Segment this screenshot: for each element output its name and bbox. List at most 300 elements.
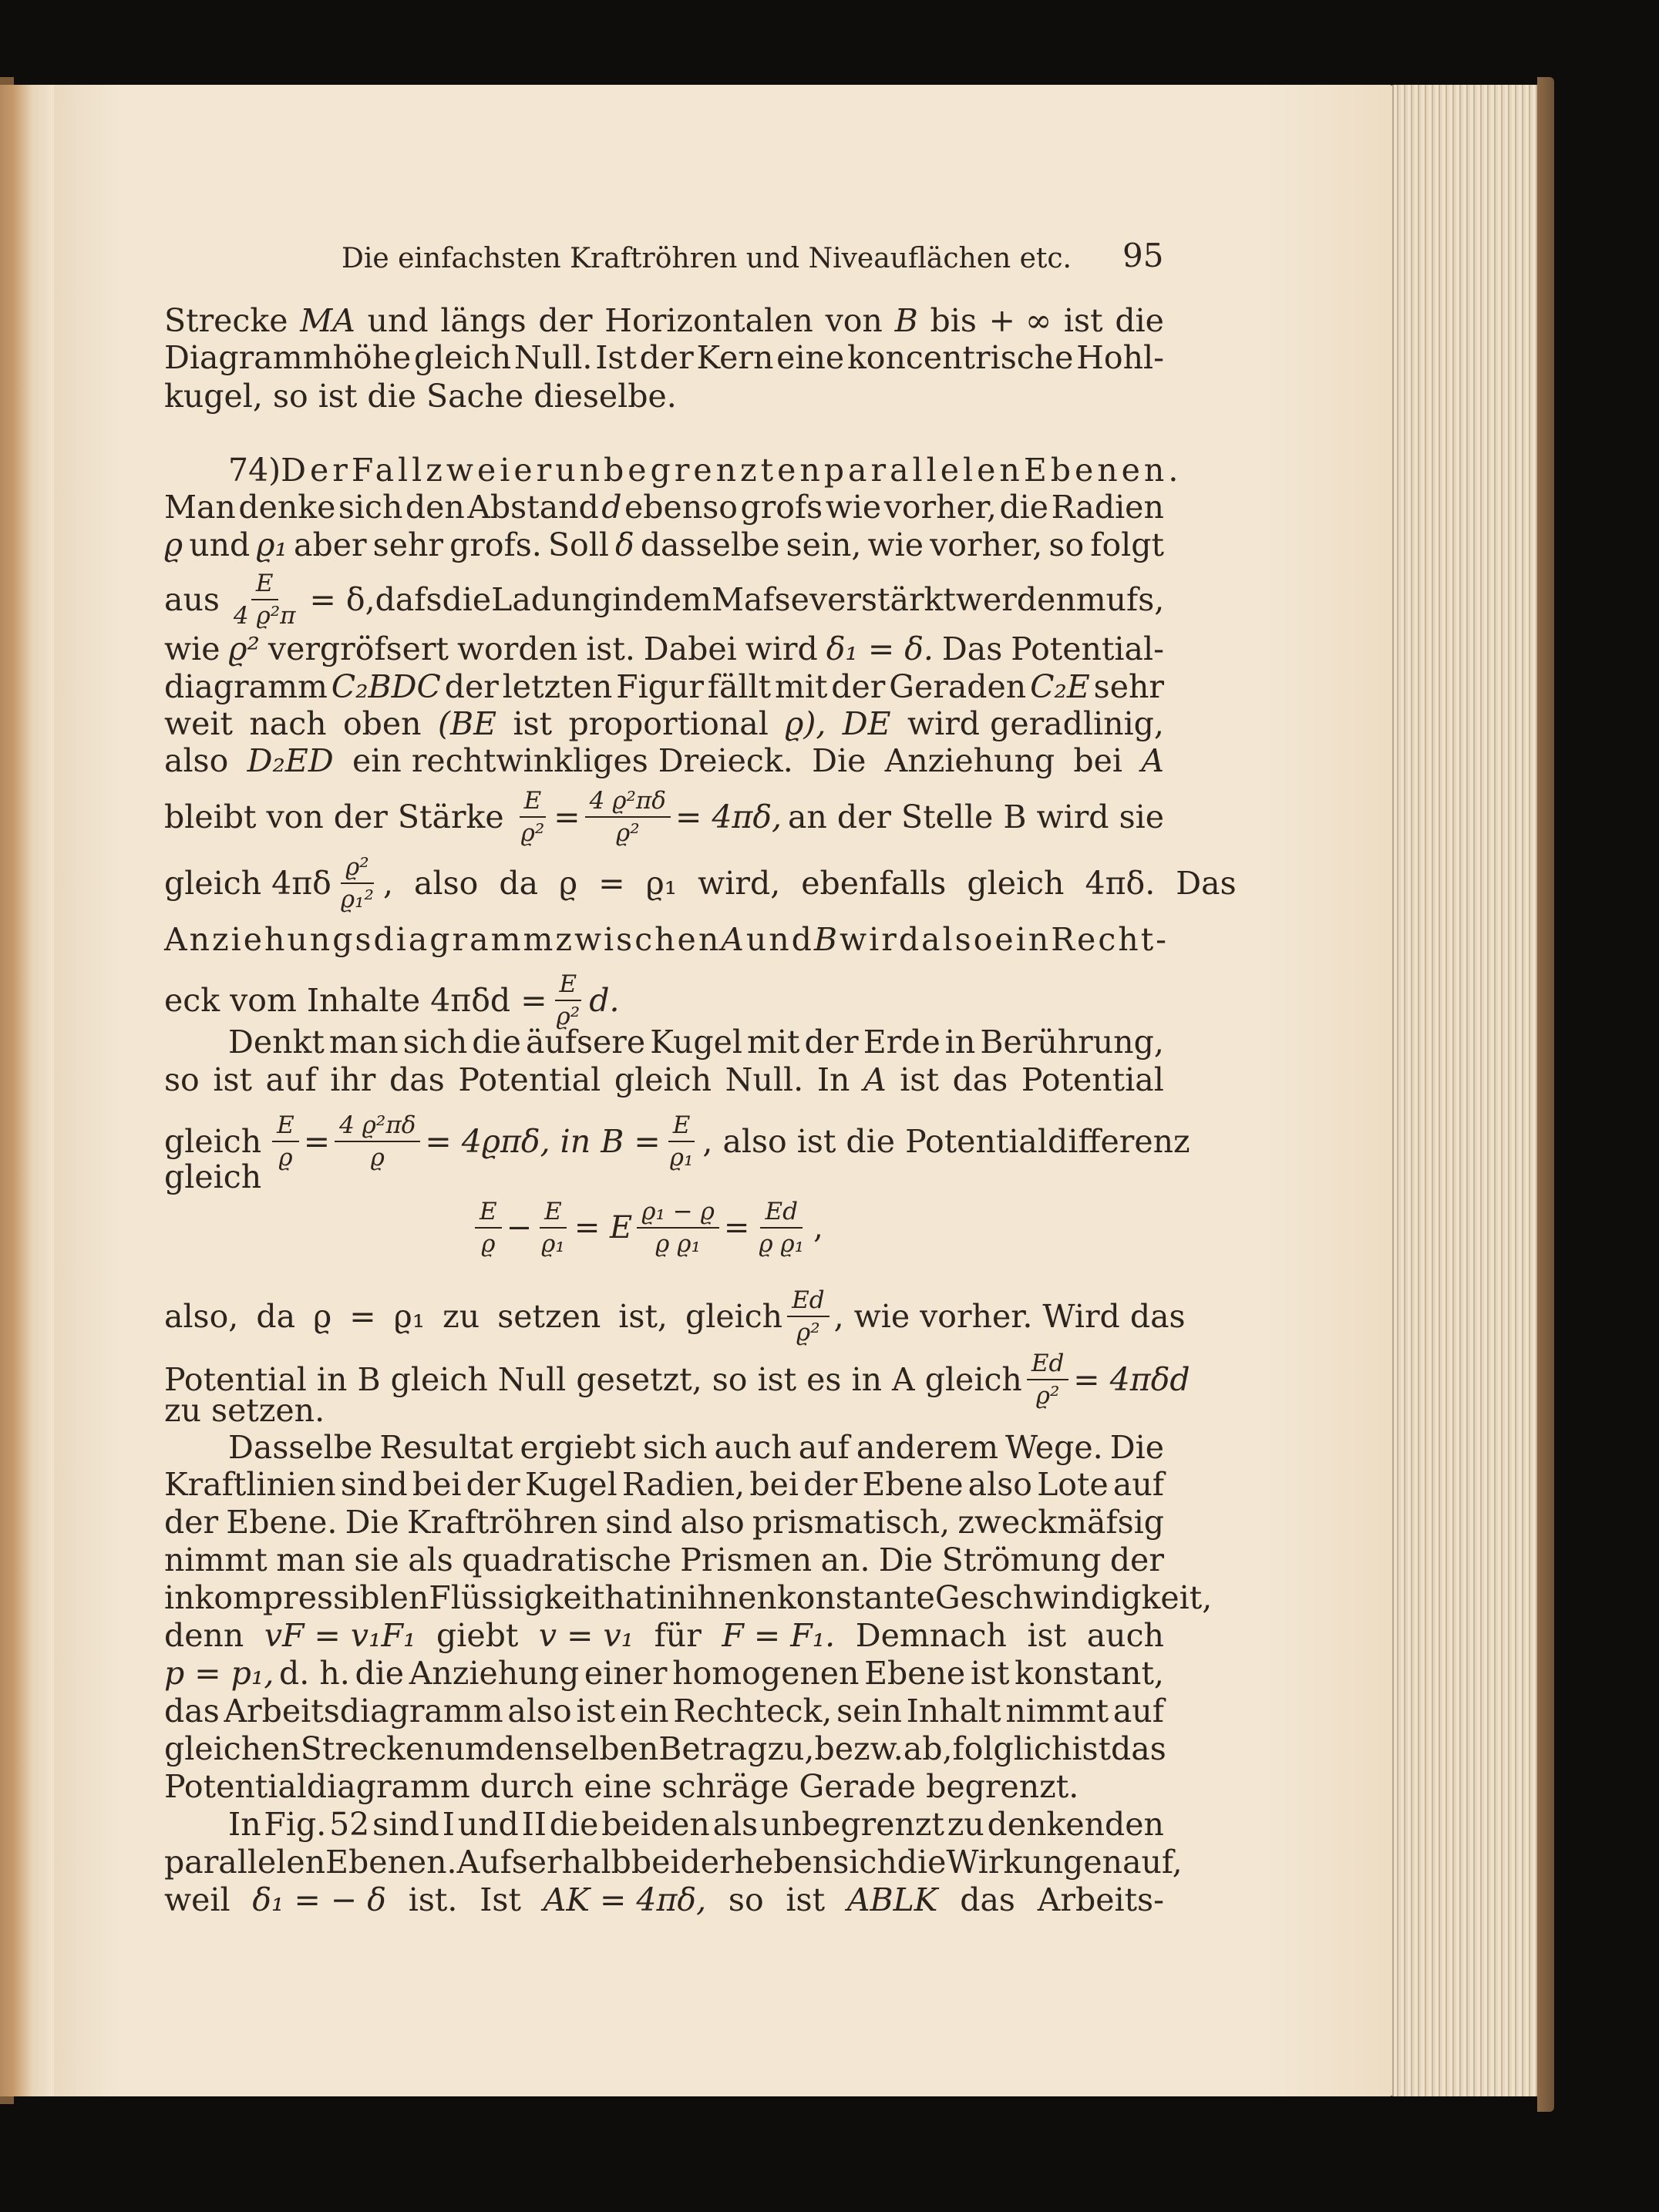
word: Flüssigkeit <box>429 1579 605 1616</box>
word: d <box>601 489 622 526</box>
word: die <box>472 1024 521 1061</box>
fraction <box>229 570 301 629</box>
word: verstärkt <box>809 581 956 618</box>
word: auch <box>1086 1617 1164 1654</box>
word: Hohl- <box>1076 339 1164 376</box>
page-block-edges <box>1392 85 1540 2096</box>
word: Null. <box>725 1061 804 1098</box>
word: beiden <box>601 1806 710 1843</box>
text-line-17 <box>164 1061 1164 1098</box>
word: C₂BDC <box>331 668 441 705</box>
word: ist <box>970 1655 1010 1692</box>
word: ist <box>900 1061 939 1098</box>
word: Soll <box>547 526 609 563</box>
word: mit <box>774 668 828 705</box>
word: diagramm <box>164 668 328 705</box>
word: 52 <box>329 1806 370 1843</box>
word: wird <box>745 630 818 667</box>
word: MA <box>300 302 355 339</box>
word: an. <box>820 1541 870 1578</box>
word: sind <box>340 1466 408 1503</box>
word: zweier <box>426 452 556 489</box>
text-line-26 <box>164 1541 1164 1578</box>
word: ab, <box>903 1730 953 1767</box>
fraction-denominator: ϱ ϱ₁ <box>655 1230 701 1258</box>
facing-page-edge <box>0 85 54 2096</box>
word: Mafse <box>712 581 809 618</box>
word: auf <box>1112 1466 1164 1503</box>
word: Strecke <box>164 302 288 339</box>
word: Denkt <box>228 1024 325 1061</box>
word: Die <box>812 742 867 779</box>
word: den <box>405 489 465 526</box>
fraction-numerator: E <box>272 1112 299 1142</box>
word: sind <box>372 1806 439 1843</box>
text-segment: d. <box>589 982 620 1019</box>
word: Anziehung <box>884 742 1055 779</box>
word: der <box>466 1466 520 1503</box>
book-cover-right <box>1537 77 1554 2112</box>
word: in <box>612 581 643 618</box>
word: das <box>952 1061 1008 1098</box>
word: ist. <box>408 1881 458 1918</box>
word: Horizontalen <box>604 302 813 339</box>
word: so <box>728 1881 764 1918</box>
word: auch <box>714 1429 792 1466</box>
word: zweckmäfsig <box>957 1504 1164 1541</box>
word: p = p₁, <box>164 1655 274 1692</box>
fraction-numerator: E <box>555 971 582 1001</box>
word: zwischen <box>555 921 722 958</box>
text-segment: , also da ϱ = ϱ₁ wird, ebenfalls gleich 4πδ. Das <box>382 865 1237 902</box>
word: DE <box>842 705 891 742</box>
word: folgt <box>1090 526 1164 563</box>
word: das <box>389 1061 445 1098</box>
fraction <box>537 1198 570 1257</box>
word: ist <box>213 1061 252 1098</box>
fraction-denominator: ϱ² <box>615 819 640 847</box>
fraction-numerator: E <box>251 570 278 600</box>
text-line-8 <box>164 630 1164 667</box>
word: = δ, <box>309 581 375 618</box>
word: dafs <box>375 581 443 618</box>
word: vorher, <box>930 526 1043 563</box>
text-line-14 <box>164 921 1169 958</box>
word: gleich <box>414 339 512 376</box>
word: Ebene. <box>226 1504 338 1541</box>
operator: − <box>506 1210 533 1246</box>
word: sein <box>836 1693 902 1730</box>
word: δ₁ = − δ <box>252 1881 386 1918</box>
word: ein <box>619 1693 669 1730</box>
word: ist <box>786 1881 826 1918</box>
word: ABLK <box>846 1881 938 1918</box>
word: weit <box>164 705 233 742</box>
word: nach <box>249 705 327 742</box>
word: folglich <box>952 1730 1072 1767</box>
word: δ₁ = δ. <box>826 630 934 667</box>
word: Radien, <box>621 1466 745 1503</box>
word: in <box>656 1579 688 1616</box>
word: parallelen <box>164 1844 326 1881</box>
word: ergiebt <box>520 1429 636 1466</box>
text-line-13 <box>164 853 1237 913</box>
word: auf <box>798 1429 850 1466</box>
word: denn <box>164 1617 244 1654</box>
word: ist. <box>586 630 635 667</box>
word: bei <box>749 1466 799 1503</box>
word: Abstand <box>467 489 599 526</box>
word: Die <box>878 1541 934 1578</box>
word: äufsere <box>525 1024 646 1061</box>
text-line-19: gleich <box>164 1158 262 1195</box>
word: Potential- <box>1011 630 1164 667</box>
text-line-29 <box>164 1655 1164 1692</box>
fraction-numerator: E <box>520 788 547 818</box>
word: und <box>457 1806 519 1843</box>
word: Wirkungen <box>946 1844 1123 1881</box>
text-line-11 <box>164 742 1164 779</box>
word: vergröfsert <box>268 630 449 667</box>
word: sie <box>354 1541 399 1578</box>
text-line-9 <box>164 668 1164 705</box>
word: so <box>164 1061 200 1098</box>
word: + ∞ <box>988 302 1052 339</box>
word: proportional <box>568 705 769 742</box>
word: ein rechtwinkliges Dreieck. <box>352 742 793 779</box>
word: eine <box>776 339 845 376</box>
fraction-denominator: ϱ² <box>556 1003 580 1030</box>
word: die <box>1115 302 1164 339</box>
text-segment: , also ist die Potentialdifferenz <box>702 1123 1190 1160</box>
word: Der <box>281 452 352 489</box>
text-segment: gleich 4πδ <box>164 865 331 902</box>
word: worden <box>456 630 578 667</box>
running-head: Die einfachsten Kraftröhren und Niveauflächen etc. <box>342 243 1072 274</box>
word: I <box>442 1806 455 1843</box>
word: und <box>367 302 429 339</box>
word: parallelen <box>823 452 1024 489</box>
word: werden <box>955 581 1076 618</box>
word: und <box>189 526 251 563</box>
word: der <box>1109 1541 1164 1578</box>
word: sind <box>605 1504 673 1541</box>
word: als <box>712 1806 759 1843</box>
word: In <box>816 1061 850 1098</box>
word: homogenen <box>672 1655 860 1692</box>
text-segment: = 4πδ, <box>675 798 782 835</box>
word: auf, <box>1122 1844 1183 1881</box>
fraction-numerator: ϱ₁ − ϱ <box>637 1198 719 1229</box>
word: der <box>804 1024 859 1061</box>
text-line-23 <box>228 1429 1164 1466</box>
word: also <box>967 1466 1032 1503</box>
word: mufs, <box>1075 581 1165 618</box>
word: der <box>164 1504 219 1541</box>
word: D₂ED <box>247 742 334 779</box>
word: bis <box>930 302 977 339</box>
word: grofs <box>740 489 823 526</box>
word: auf <box>265 1061 317 1098</box>
word: Ist <box>595 339 637 376</box>
word: denke <box>238 489 336 526</box>
word: konstant, <box>1015 1655 1164 1692</box>
word: Kugel <box>524 1466 617 1503</box>
fraction <box>787 1287 829 1346</box>
text-segment: bleibt von der Stärke <box>164 798 504 835</box>
text-line-32: Potentialdiagramm durch eine schräge Gerade begrenzt. <box>164 1768 1079 1805</box>
word: also <box>164 742 229 779</box>
word: ebenso <box>624 489 738 526</box>
word: man <box>328 1024 399 1061</box>
fraction-numerator: ϱ² <box>341 854 374 884</box>
fraction-numerator: E <box>475 1198 502 1229</box>
word: aber <box>294 526 367 563</box>
word: zu <box>947 1806 984 1843</box>
word: ϱ), <box>785 705 826 742</box>
word: mit <box>747 1024 800 1061</box>
word: wird <box>840 921 922 958</box>
word: auf <box>1112 1693 1164 1730</box>
fraction <box>665 1112 698 1171</box>
word: sich <box>338 489 403 526</box>
word: quadratische <box>462 1541 671 1578</box>
word: längs <box>440 302 527 339</box>
word: ist <box>1072 1730 1112 1767</box>
fraction-denominator: ϱ <box>370 1144 385 1172</box>
word: Radien <box>1051 489 1164 526</box>
word: gleich <box>614 1061 712 1098</box>
fraction-numerator: Ed <box>760 1198 802 1229</box>
word: die <box>355 1655 405 1692</box>
word: Arbeitsdiagramm <box>224 1693 503 1730</box>
text-line-34 <box>164 1844 1183 1881</box>
text-line-10 <box>164 705 1164 742</box>
word: die <box>897 1844 947 1881</box>
word: also <box>507 1693 572 1730</box>
word: Potential <box>458 1061 601 1098</box>
word: unbegrenzten <box>555 452 824 489</box>
word: Inhalt <box>906 1693 1001 1730</box>
word: Anziehung <box>409 1655 580 1692</box>
word: also <box>680 1504 745 1541</box>
word: Recht- <box>1051 921 1169 958</box>
text-segment: = <box>554 798 580 835</box>
fraction <box>1027 1350 1068 1409</box>
word: hat <box>604 1579 657 1616</box>
text-line-28 <box>164 1617 1164 1654</box>
word: grofs. <box>449 526 542 563</box>
word: vorher, <box>883 489 997 526</box>
word: sich <box>402 1024 468 1061</box>
text-line-12 <box>164 788 1164 846</box>
text-line-16 <box>228 1024 1164 1061</box>
text-segment: an der Stelle B wird sie <box>787 798 1164 835</box>
word: das <box>164 1693 220 1730</box>
word: Lote <box>1037 1466 1109 1503</box>
fraction-numerator: 4 ϱ²πδ <box>335 1112 420 1142</box>
text-segment: also, da ϱ = ϱ₁ zu setzen ist, gleich <box>164 1298 783 1335</box>
word: Ist <box>480 1881 521 1918</box>
word: Figur <box>616 668 704 705</box>
fraction <box>336 854 379 913</box>
word: von <box>825 302 883 339</box>
word: (BE <box>438 705 497 742</box>
fraction-denominator: ϱ ϱ₁ <box>759 1230 805 1258</box>
text-line-4 <box>228 452 1183 489</box>
word: Man <box>164 489 236 526</box>
word: ein <box>994 921 1052 958</box>
word: ist <box>513 705 553 742</box>
word: koncentrische <box>846 339 1074 376</box>
fraction-numerator: E <box>540 1198 567 1229</box>
word: Betrag <box>658 1730 768 1767</box>
word: sich <box>642 1429 708 1466</box>
word: Anziehungsdiagramm <box>164 921 556 958</box>
word: einer <box>584 1655 668 1692</box>
text-line-22: zu setzen. <box>164 1392 325 1429</box>
word: C₂E <box>1030 668 1090 705</box>
word: ist <box>1063 302 1103 339</box>
word: unbegrenzt <box>761 1806 944 1843</box>
word: Dabei <box>643 630 737 667</box>
word: der <box>831 668 886 705</box>
word: sehr <box>372 526 443 563</box>
text-line-5 <box>164 489 1164 526</box>
word: A <box>1141 742 1164 779</box>
word: Strecken <box>300 1730 445 1767</box>
word: δ <box>615 526 634 563</box>
word: Die <box>345 1504 399 1541</box>
word: B <box>813 921 840 958</box>
word: weil <box>164 1881 231 1918</box>
fraction <box>637 1198 719 1257</box>
word: und <box>745 921 814 958</box>
word: so <box>1048 526 1085 563</box>
word: beider <box>631 1844 735 1881</box>
line-remainder <box>310 581 1165 618</box>
word: aus <box>164 581 220 618</box>
fraction-numerator: 4 ϱ²πδ <box>585 788 671 818</box>
fraction <box>552 971 585 1030</box>
page-number: 95 <box>1122 237 1164 274</box>
word: Resultat <box>379 1429 513 1466</box>
fraction <box>754 1198 809 1257</box>
word: sein, <box>786 526 862 563</box>
word: ist <box>1027 1617 1067 1654</box>
word: II <box>521 1806 547 1843</box>
text-segment: Potential in B gleich Null gesetzt, so ist es in A gleich <box>164 1361 1022 1398</box>
fraction-denominator: ϱ <box>481 1230 496 1258</box>
word: A <box>721 921 746 958</box>
word: denkenden <box>987 1806 1164 1843</box>
word: Dasselbe <box>228 1429 373 1466</box>
word: Potential <box>1021 1061 1164 1098</box>
text-line-7 <box>164 570 1164 629</box>
word: Wege. <box>1005 1429 1103 1466</box>
fraction-denominator: ϱ² <box>1035 1382 1060 1410</box>
word: sich <box>833 1844 897 1881</box>
text-line-33 <box>228 1806 1164 1843</box>
fraction-denominator: ϱ₁² <box>340 886 374 913</box>
text-line-35 <box>164 1881 1164 1918</box>
operator: , <box>813 1210 823 1246</box>
text-line-6 <box>164 526 1164 563</box>
word: Null. <box>513 339 593 376</box>
word: letzten <box>502 668 613 705</box>
fraction <box>585 788 671 846</box>
word: prismatisch, <box>752 1504 951 1541</box>
word: In <box>228 1806 261 1843</box>
word: ihr <box>330 1061 376 1098</box>
word: denselben <box>494 1730 659 1767</box>
word: anderem <box>856 1429 998 1466</box>
text-line-25 <box>164 1504 1164 1541</box>
word: Berührung, <box>980 1024 1164 1061</box>
operator: = <box>723 1210 750 1246</box>
text-line-15 <box>164 971 619 1030</box>
text-line-3: kugel, so ist die Sache dieselbe. <box>164 378 677 415</box>
word: wird geradlinig, <box>907 705 1164 742</box>
word: wie <box>164 630 220 667</box>
word: fällt <box>707 668 772 705</box>
word: ist <box>576 1693 616 1730</box>
word: gleichen <box>164 1730 301 1767</box>
word: Die <box>1109 1429 1164 1466</box>
word: sehr <box>1093 668 1164 705</box>
word: Das <box>941 630 1003 667</box>
word: Ebene <box>864 1655 966 1692</box>
word: zu, <box>767 1730 815 1767</box>
fraction-denominator: ϱ₁ <box>541 1230 565 1258</box>
word: Geraden <box>889 668 1027 705</box>
word: Kraftröhren <box>406 1504 598 1541</box>
word: giebt <box>436 1617 519 1654</box>
fraction-numerator: Ed <box>1027 1350 1068 1380</box>
word: Ladung <box>491 581 613 618</box>
text-line-2 <box>164 339 1164 376</box>
text-line-18 <box>164 1111 1190 1172</box>
word: bezw. <box>814 1730 904 1767</box>
word: d. h. <box>279 1655 350 1692</box>
fraction-denominator: ϱ² <box>796 1319 820 1346</box>
fraction <box>475 1198 502 1257</box>
word: Ebenen. <box>1023 452 1183 489</box>
word: vF = v₁F₁ <box>264 1617 416 1654</box>
word: bei <box>412 1466 462 1503</box>
word: die <box>549 1806 599 1843</box>
fraction-numerator: E <box>668 1112 695 1142</box>
word: die <box>442 581 492 618</box>
word: für <box>654 1617 702 1654</box>
text-line-31 <box>164 1730 1164 1767</box>
word: ϱ₁ <box>256 526 288 563</box>
word: Fig. <box>264 1806 327 1843</box>
fraction-denominator: ϱ <box>278 1144 293 1172</box>
word: die <box>999 489 1049 526</box>
word: Diagrammhöhe <box>164 339 412 376</box>
text-segment: , wie vorher. Wird das <box>833 1298 1186 1335</box>
word: ihnen <box>687 1579 777 1616</box>
word: Ebenen. <box>325 1844 457 1881</box>
word: v = v₁ <box>538 1617 634 1654</box>
fraction-denominator: ϱ₁ <box>669 1144 694 1172</box>
word: wie <box>867 526 924 563</box>
word: heben <box>734 1844 833 1881</box>
word: Erde <box>863 1024 941 1061</box>
word: Arbeits- <box>1037 1881 1164 1918</box>
fraction-denominator: 4 ϱ²π <box>233 602 296 630</box>
